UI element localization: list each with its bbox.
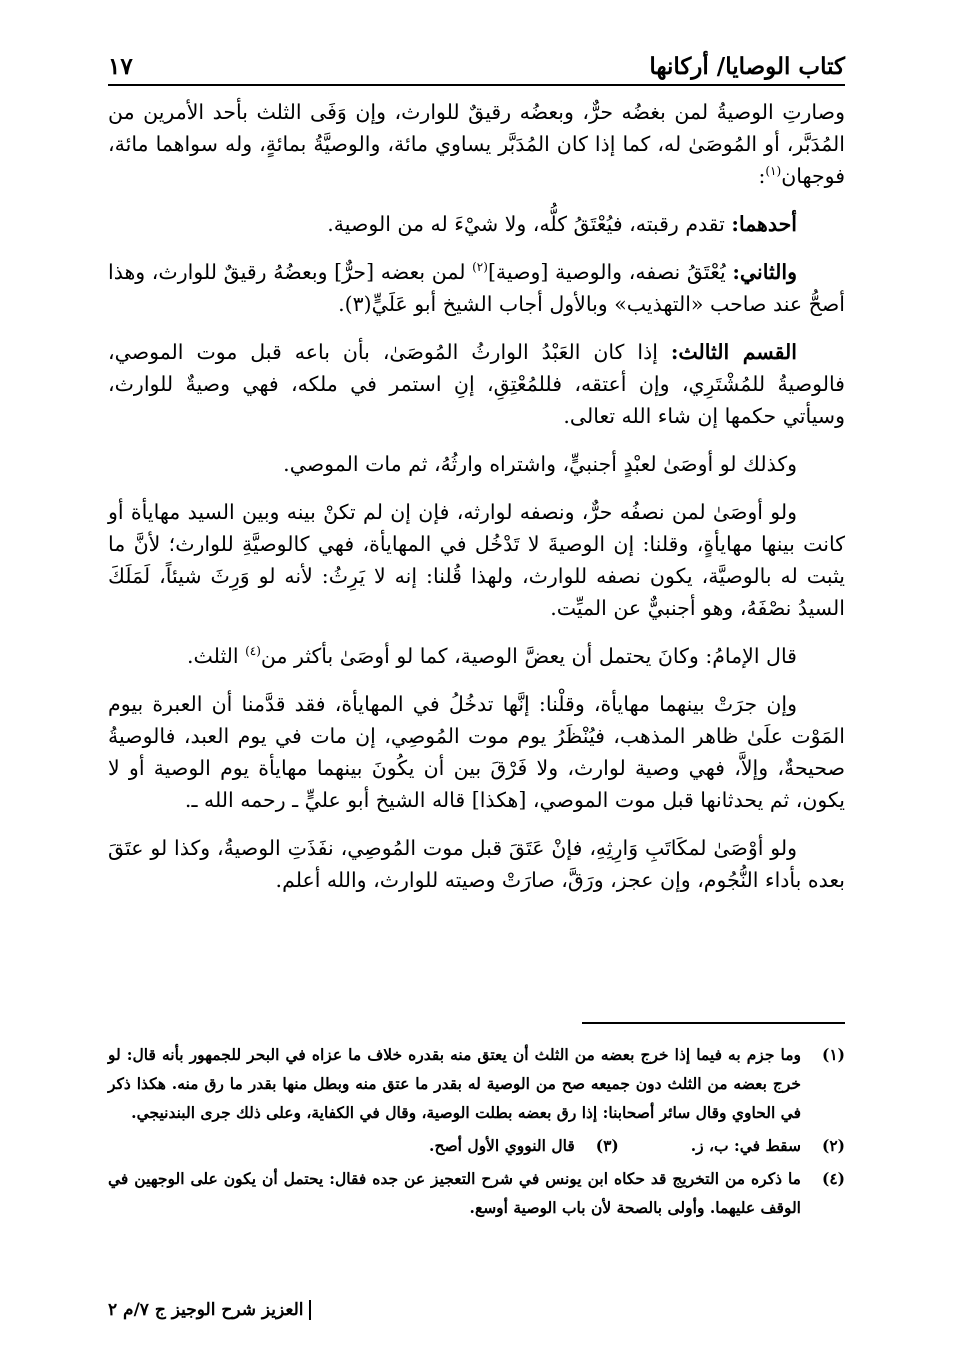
main-text xyxy=(108,96,845,912)
paragraph-3: والثاني: يُعْتَقُ نصفه، والوصية [وصية]$^{(٢)}$ لمن بعضه [حرٌّ] وبعضُهُ رقيقٌ للوارث، وهذا أصحُّ عند صاحب «التهذيب» وبالأول أجاب الشيخ أبو عَلَيٍّ(٣). xyxy=(108,260,845,316)
page-number: ١٧ xyxy=(108,53,133,80)
paragraph-7: قال الإمامُ: وكانَ يحتمل أن يعضَّ الوصية، كما لو أوصَىٰ بأكثر من$^{(٤)}$ الثلث. xyxy=(187,644,797,668)
paragraph-8: وإن جرَتْ بينهما مهايأة، وقلْنا: إنَّها تدخُلُ في المهايأة، فقد قدَّمنا أن العبرة بيوم المَوْت علَىٰ ظاهر المذهب، فيُنْظَرُ يوم موت المُوصِي، إن مات في يوم العبد، فالوصيةُ صحيحةٌ، وإلاَّ، فهي وصية لوارث، ولا فَرْقَ بين أن يكُونَ بينهما مهايأة يوم الوصية أو لا يكون، ثم يحدثانها قبل موت الموصي، [هكذا] قاله الشيخ أبو عليٍّ ـ رحمه الله ـ. xyxy=(108,692,845,812)
footnote-1: (١) وما جزم به فيما إذا خرج بعضه من الثلث أن يعتق منه بقدره خلاف ما عزاه في البحر للجمهور بأنه قال: لو خرج بعضه من الثلث دون جميعه صح من الوصية له بقدر ما عتق منه وبطل منها بقدر ما رق منه. هكذا ذكر في الحاوي وقال سائر أصحابنا: إذا رق بعضه بطلت الوصية، وقال في الكفاية، وعلى ذلك جرى البندنيجي. xyxy=(108,1045,845,1122)
footnote-2: (٢) سقط في: ب، ز. xyxy=(690,1136,845,1155)
footnote-3: (٣) قال النووي الأول أصح. xyxy=(429,1136,619,1155)
paragraph-2: أحدهما: تقدم رقبته، فيُعْتَقُ كلُّه، ولا شيْءَ له من الوصية. xyxy=(327,212,797,236)
paragraph-1: وصارتِ الوصيةُ لمن بغضُه حرٌّ، وبعضُه رقيقٌ للوارث، وإن وَفَى الثلث بأحد الأمرين من المُدَبَّر، أو المُوصَىٰ له، كما إذا كان المُدَبَّر يساوي مائة، والوصيَّةُ بمائةٍ، وله سواهما مائة، فوجهان$^{(١)}$: xyxy=(108,100,845,188)
footnotes xyxy=(108,1040,845,1226)
paragraph-6: ولو أوصَىٰ لمن نصفُه حرٌّ، ونصفه لوارثه، فإن إن لم تكنْ بينه وبين السيد مهايأة أو كانت بينها مهايأةٍ، وقلنا: إن الوصيةَ لا تَدْخُل في المهايأة، فهي كالوصيَّةِ للوارث؛ لأنَّ ما يثبت له بالوصيَّة، يكون نصفه للوارث، ولهذا قُلنا: إنه لا يَرِثُ: لأنه لو وَرِثَ شيئاً، لَمَلَكَ السيدُ نصْفَهُ، وهو أجنبيٌّ عن الميِّت. xyxy=(108,500,845,620)
footnote-4: (٤) ما ذكره من التخريج قد حكاه ابن يونس في شرح التعجيز عن جده فقال: يحتمل أن يكون على الوجهين في الوقف عليهما. وأولى بالصحة لأن باب الوصية أوسع. xyxy=(108,1169,845,1217)
running-title: كتاب الوصايا/ أركانها xyxy=(649,53,845,80)
paragraph-9: ولو أوْصَىٰ لمكَاتَبِ وَارِثِهِ، فإنْ عَتَقَ قبل موت المُوصِي، نفَذَتِ الوصيةُ، وكذا لو عتَقَ بعده بأداء النُّجُوم، وإن عجز، ورَقَّ، صارَتْ وصيته للوارث، والله أعلم. xyxy=(108,836,845,892)
page-header xyxy=(108,30,845,86)
footnote-row-2-3 xyxy=(108,1131,845,1164)
paragraph-5: وكذلك لو أوصَىٰ لعبْدٍ أجنبيٍّ، واشتراه وارثُهُ، ثم مات الموصي. xyxy=(283,452,797,476)
page-footer: العزيز شرح الوجيز ج ٧/م ٢ xyxy=(108,1300,311,1320)
paragraph-4: القسم الثالث: إذا كان العَبْدُ الوارثُ المُوصَىٰ، بأن باعه قبل موت الموصي، فالوصيةُ للمُشْتَرِي، وإن أعتقه، فللمُعْتِقِ، إنِ استمر في ملكه، فهي وصيةٌ للوارث، وسيأتي حكمها إن شاء الله تعالى. xyxy=(108,340,845,428)
footnote-divider xyxy=(582,1022,845,1024)
